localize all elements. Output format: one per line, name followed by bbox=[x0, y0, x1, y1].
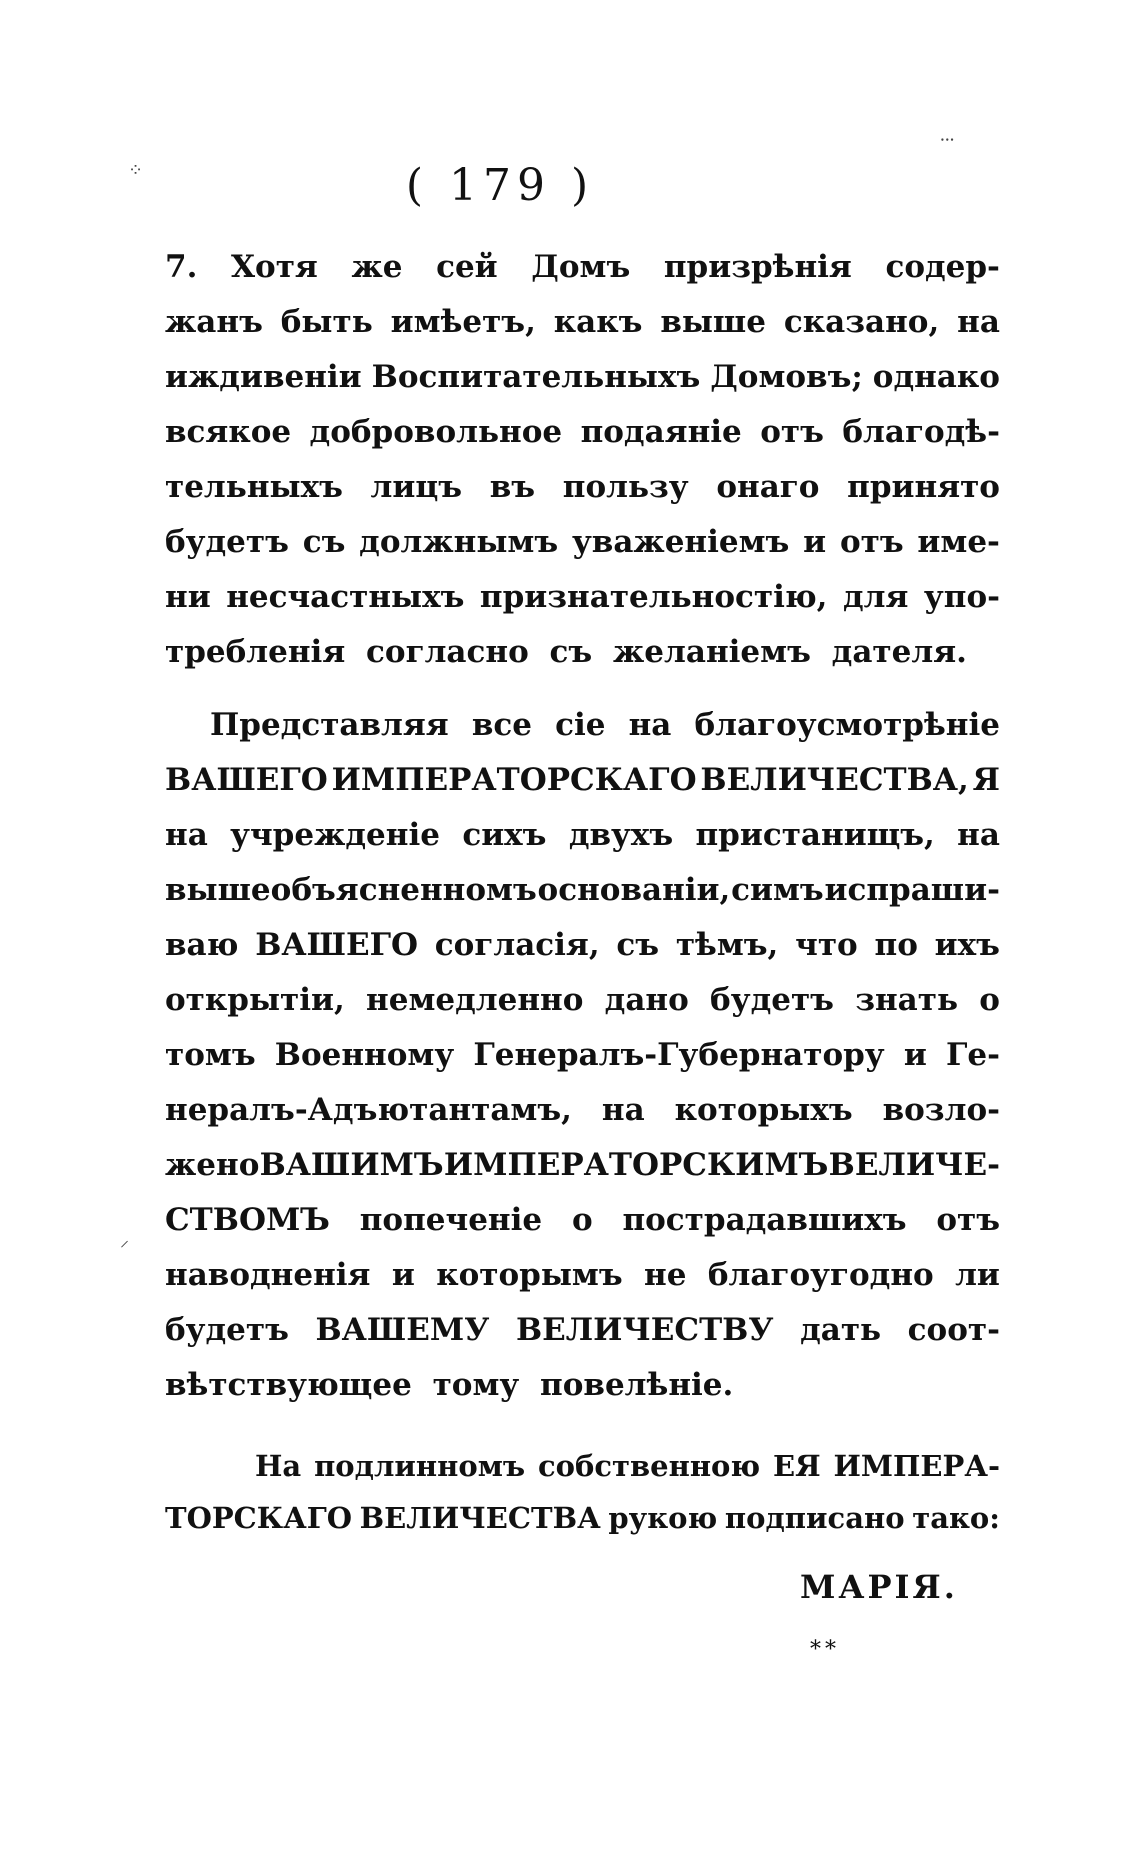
word: съ bbox=[302, 524, 346, 560]
text-line bbox=[165, 1028, 1000, 1083]
word: ИМПЕРА- bbox=[833, 1449, 1000, 1483]
word: двухъ bbox=[568, 817, 674, 853]
word: отъ bbox=[936, 1202, 1000, 1238]
text-line bbox=[165, 698, 1000, 753]
word: на bbox=[957, 817, 1000, 853]
word: Генералъ-Губернатору bbox=[473, 1037, 885, 1073]
word: въ bbox=[489, 469, 536, 505]
word: для bbox=[842, 579, 909, 615]
word: будетъ bbox=[710, 982, 834, 1018]
word: которыхъ bbox=[674, 1092, 853, 1128]
word: ВЕЛИЧЕСТВУ bbox=[515, 1312, 774, 1348]
word: и bbox=[803, 524, 827, 560]
word: На bbox=[255, 1449, 302, 1483]
word: и bbox=[391, 1257, 415, 1293]
word: собственною bbox=[538, 1449, 761, 1483]
word: какъ bbox=[553, 304, 643, 340]
word: име- bbox=[917, 524, 1000, 560]
word: признательностію, bbox=[479, 579, 828, 615]
word: ТОРСКАГО bbox=[165, 1501, 353, 1535]
word: вышеобъясненномъ bbox=[165, 872, 537, 908]
word: подписано bbox=[724, 1501, 905, 1535]
word: принято bbox=[847, 469, 1000, 505]
word: сихъ bbox=[462, 817, 547, 853]
word: будетъ bbox=[165, 1312, 289, 1348]
word: дано bbox=[604, 982, 689, 1018]
word: наводненія bbox=[165, 1257, 371, 1293]
word: СТВОМЪ bbox=[165, 1202, 330, 1238]
word: подаяніе bbox=[580, 414, 742, 450]
word: Домъ bbox=[531, 249, 631, 285]
word: отъ bbox=[760, 414, 824, 450]
word: ВЕЛИЧЕСТВА, bbox=[700, 762, 969, 798]
word: на bbox=[957, 304, 1000, 340]
paragraph-2 bbox=[165, 698, 1000, 1413]
text-line bbox=[165, 753, 1000, 808]
word: тѣмъ, bbox=[675, 927, 779, 963]
word: основаніи, bbox=[537, 872, 731, 908]
ink-speck-decoration: ⸝ bbox=[120, 1230, 129, 1251]
word: имѣетъ, bbox=[390, 304, 536, 340]
word: ВЕЛИЧЕ- bbox=[828, 1147, 1000, 1183]
word: ВЕЛИЧЕСТВА bbox=[359, 1501, 601, 1535]
word: ИМПЕРАТОРСКАГО bbox=[331, 762, 697, 798]
word: жанъ bbox=[165, 304, 263, 340]
word: онаго bbox=[716, 469, 820, 505]
word: ЕЯ bbox=[772, 1449, 821, 1483]
word: по bbox=[874, 927, 918, 963]
word: содер- bbox=[885, 249, 1000, 285]
word: попеченіе bbox=[359, 1202, 543, 1238]
text-line bbox=[165, 863, 1000, 918]
word: сіе bbox=[555, 707, 606, 743]
asterisk-ornament-icon: ⁎⁎ bbox=[810, 1630, 840, 1655]
word: согласія, bbox=[434, 927, 600, 963]
text-line bbox=[165, 295, 1000, 350]
text-line bbox=[165, 405, 1000, 460]
word: Домовъ; bbox=[710, 359, 863, 395]
word: и bbox=[903, 1037, 927, 1073]
word: должнымъ bbox=[359, 524, 559, 560]
word: же bbox=[351, 249, 403, 285]
word: ВАШИМЪ bbox=[259, 1147, 444, 1183]
word: ваю bbox=[165, 927, 239, 963]
text-line bbox=[165, 1083, 1000, 1138]
text-line bbox=[165, 515, 1000, 570]
word: ВАШЕМУ bbox=[315, 1312, 490, 1348]
word: добровольное bbox=[309, 414, 563, 450]
word: ВАШЕГО bbox=[165, 762, 328, 798]
text-line bbox=[165, 1492, 1000, 1544]
word: быть bbox=[280, 304, 373, 340]
word: иждивеніи bbox=[165, 359, 362, 395]
word: о bbox=[571, 1202, 593, 1238]
word: на bbox=[601, 1092, 645, 1128]
word: учрежденіе bbox=[230, 817, 440, 853]
word: пристанищъ, bbox=[695, 817, 935, 853]
word: что bbox=[795, 927, 858, 963]
word: дать bbox=[800, 1312, 882, 1348]
word: о bbox=[979, 982, 1000, 1018]
word: возло- bbox=[882, 1092, 1000, 1128]
word: благодѣ- bbox=[842, 414, 1000, 450]
word: уваженіемъ bbox=[571, 524, 790, 560]
word: благоусмотрѣніе bbox=[694, 707, 1000, 743]
word: Я bbox=[972, 762, 1000, 798]
word: подлинномъ bbox=[314, 1449, 526, 1483]
word: испраши- bbox=[824, 872, 1000, 908]
word: рукою bbox=[608, 1501, 718, 1535]
word: ИМПЕРАТОРСКИМЪ bbox=[443, 1147, 829, 1183]
word: Ге- bbox=[945, 1037, 1000, 1073]
text-line bbox=[165, 625, 1000, 680]
word: томъ bbox=[165, 1037, 256, 1073]
signature-note bbox=[165, 1440, 1000, 1544]
text-line bbox=[165, 1303, 1000, 1358]
ink-speck-decoration: ⸱⸱⸱ bbox=[940, 130, 955, 151]
word: все bbox=[471, 707, 532, 743]
text-line bbox=[165, 1358, 1000, 1413]
word: тако: bbox=[912, 1501, 1000, 1535]
word: упо- bbox=[923, 579, 1000, 615]
word: сей bbox=[436, 249, 498, 285]
word: открытіи, bbox=[165, 982, 345, 1018]
word: Хотя bbox=[230, 249, 318, 285]
word: ли bbox=[955, 1257, 1000, 1293]
word: на bbox=[165, 817, 208, 853]
word: Военному bbox=[274, 1037, 455, 1073]
text-line bbox=[165, 570, 1000, 625]
word: будетъ bbox=[165, 524, 289, 560]
line-text: вѣтствующее тому повелѣніе. bbox=[165, 1367, 734, 1403]
ink-speck-decoration: ⁘ bbox=[128, 160, 144, 181]
word: выше bbox=[660, 304, 766, 340]
word: Представляя bbox=[210, 707, 449, 743]
word: немедленно bbox=[366, 982, 584, 1018]
word: пользу bbox=[562, 469, 689, 505]
text-line bbox=[165, 240, 1000, 295]
text-line bbox=[165, 1248, 1000, 1303]
word: съ bbox=[616, 927, 660, 963]
text-line bbox=[165, 808, 1000, 863]
word: лицъ bbox=[370, 469, 463, 505]
paragraph-1 bbox=[165, 240, 1000, 680]
word: знать bbox=[855, 982, 959, 1018]
text-line bbox=[165, 1138, 1000, 1193]
word: пострадавшихъ bbox=[622, 1202, 907, 1238]
word: отъ bbox=[839, 524, 904, 560]
text-line bbox=[165, 918, 1000, 973]
text-line bbox=[165, 1440, 1000, 1492]
text-line bbox=[165, 460, 1000, 515]
word: на bbox=[628, 707, 672, 743]
word: соот- bbox=[907, 1312, 1000, 1348]
word: жено bbox=[165, 1147, 260, 1183]
word: ихъ bbox=[934, 927, 1000, 963]
text-line bbox=[165, 350, 1000, 405]
word: несчастныхъ bbox=[226, 579, 465, 615]
word: тельныхъ bbox=[165, 469, 343, 505]
word: которымъ bbox=[436, 1257, 623, 1293]
text-line bbox=[165, 1193, 1000, 1248]
word: призрѣнія bbox=[663, 249, 852, 285]
word: симъ bbox=[731, 872, 824, 908]
text-line bbox=[165, 973, 1000, 1028]
word: однако bbox=[872, 359, 1000, 395]
word: благоугодно bbox=[707, 1257, 934, 1293]
word: сказано, bbox=[783, 304, 940, 340]
word: 7. bbox=[165, 249, 198, 285]
word: нералъ-Адъютантамъ, bbox=[165, 1092, 572, 1128]
word: ВАШЕГО bbox=[255, 927, 418, 963]
page-number: ( 179 ) bbox=[405, 160, 595, 211]
signature: МАРІЯ. bbox=[800, 1568, 958, 1606]
line-text: требленія согласно съ желаніемъ дателя. bbox=[165, 634, 967, 670]
word: ни bbox=[165, 579, 211, 615]
word: не bbox=[644, 1257, 687, 1293]
word: всякое bbox=[165, 414, 292, 450]
word: Воспитательныхъ bbox=[371, 359, 701, 395]
